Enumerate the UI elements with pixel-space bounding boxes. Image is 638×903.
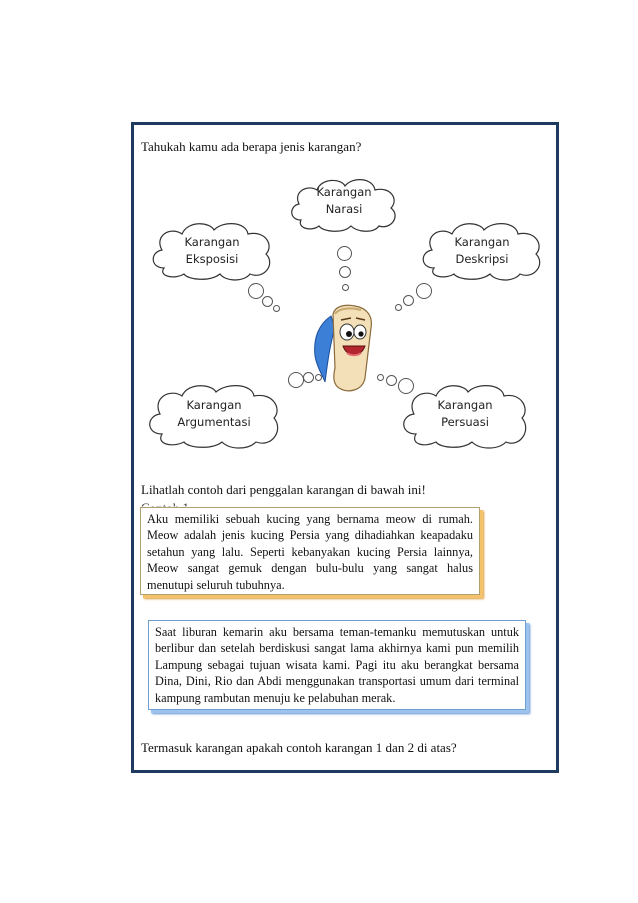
intro-question: Tahukah kamu ada berapa jenis karangan? [141,139,362,154]
example-1-text: Aku memiliki sebuah kucing yang bernama meow di rumah. Meow adalah jenis kucing Persia yang dihadiahkan keapadaku setahun yang lalu. Seperti kebanyakan kucing Persia lainnya, Meow sangat gemuk dengan bulu-bulu yang sangat halus menutupi seluruh tubuhnya. [147,512,473,592]
cloud-narasi-line2: Narasi [325,202,363,216]
cloud-persuasi [398,382,532,450]
cloud-persuasi-line2: Persuasi [441,415,489,429]
example-2-box [148,620,526,710]
example-1-box [140,507,480,595]
cloud-argumentasi-line1: Karangan [186,398,242,412]
instruction-text: Lihatlah contoh dari penggalan karangan di bawah ini! [141,482,426,497]
cloud-eksposisi-line2: Eksposisi [185,252,239,266]
cloud-narasi [287,176,401,232]
cloud-persuasi-line1: Karangan [437,398,493,412]
cartoon-character [305,298,387,398]
cloud-narasi-line1: Karangan [316,185,372,199]
cloud-deskripsi [418,220,546,282]
example-2-text: Saat liburan kemarin aku bersama teman-temanku memutuskan untuk berlibur dan setelah berdiskusi sangat lama akhirnya kami pun memilih Lampung sebagai tujuan wisata kami. Pagi itu aku berangkat bersama Dina, Dini, Rio dan Abdi menggunakan transportasi umum dari terminal kampung rambutan menuju ke pelabuhan merak. [155,625,519,705]
cloud-eksposisi [148,220,276,282]
cloud-eksposisi-line1: Karangan [184,235,240,249]
cloud-argumentasi-line2: Argumentasi [177,415,251,429]
cloud-deskripsi-line2: Deskripsi [455,252,509,266]
closing-question: Termasuk karangan apakah contoh karangan 1 dan 2 di atas? [141,740,457,755]
cloud-argumentasi [144,382,284,450]
cloud-deskripsi-line1: Karangan [454,235,510,249]
